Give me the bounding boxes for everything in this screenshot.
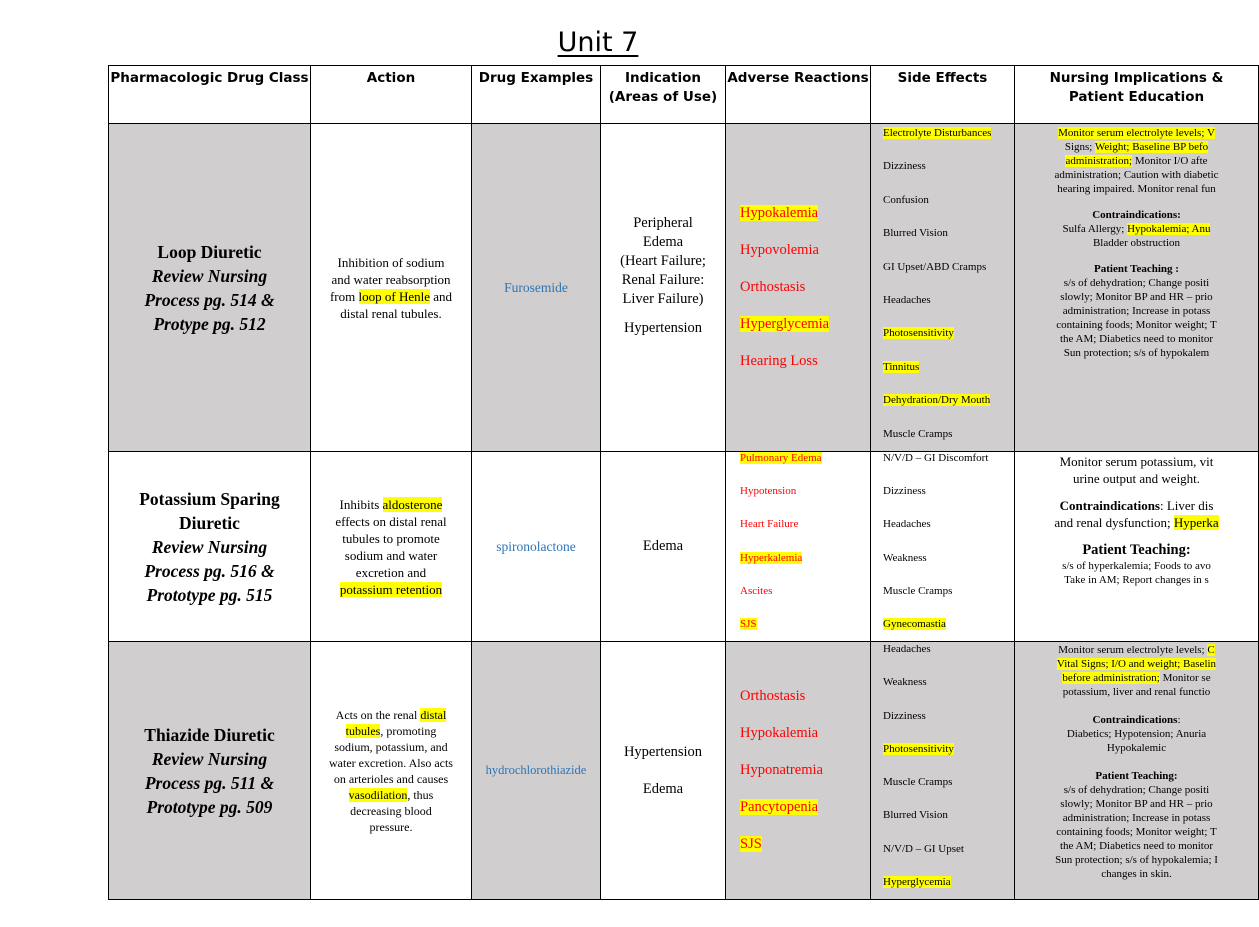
side-effect-item: Confusion: [883, 193, 929, 206]
adverse-item: SJS: [740, 618, 757, 631]
side-effect-item: Gynecomastia: [883, 618, 946, 631]
side-effects-cell: [871, 452, 1015, 642]
side-effect-item: Muscle Cramps: [883, 584, 953, 597]
side-effect-item: Headaches: [883, 643, 931, 656]
header-drug-class: Pharmacologic Drug Class: [109, 66, 311, 124]
side-effect-item: GI Upset/ABD Cramps: [883, 260, 987, 273]
header-action: Action: [311, 66, 472, 124]
nursing-cell: Monitor serum potassium, vit urine output and weight. Contraindications: Liver dis and renal dysfunction; Hyperka Patient Teaching: s/s of hyperkalemia; Foods to avo Take in AM; Report changes in s: [1015, 452, 1259, 642]
side-effect-item: Dizziness: [883, 160, 926, 173]
adverse-item: Hypokalemia: [740, 205, 819, 222]
header-row: [109, 66, 1259, 124]
side-effect-item: Hyperglycemia: [883, 875, 951, 888]
side-effect-item: Dehydration/Dry Mouth: [883, 394, 991, 407]
nursing-cell: Monitor serum electrolyte levels; V Signs; Weight; Baseline BP befo administration; Monitor I/O afte administration; Caution with diabetic hearing impaired. Monitor renal fun Contraindications: Sulfa Allergy; Hypokalemia; Anu Bladder obstruction Patient Teaching : s/s of dehydration; Change positi slowly; Monitor BP and HR – prio administration; Increase in potass containing foods; Monitor weight; T the AM; Diabetics need to monitor Sun protection; s/s of hypokalem: [1015, 124, 1259, 452]
drug-class-cell: Thiazide Diuretic Review Nursing Process pg. 511 & Prototype pg. 509: [109, 642, 311, 900]
side-effects-cell: [871, 642, 1015, 900]
adverse-item: Hyperkalemia: [740, 551, 803, 564]
side-effect-item: N/V/D – GI Upset: [883, 842, 964, 855]
action-cell: Inhibition of sodium and water reabsorption from loop of Henle and distal renal tubules.: [311, 124, 472, 452]
adverse-item: Orthostasis: [740, 279, 806, 296]
page-title: Unit 7: [557, 27, 639, 58]
adverse-item: Heart Failure: [740, 518, 799, 531]
action-cell: Acts on the renal distal tubules, promoting sodium, potassium, and water excretion. Also acts on arterioles and causes vasodilation, thus decreasing blood pressure.: [311, 642, 472, 900]
header-adverse-reactions: Adverse Reactions: [726, 66, 871, 124]
drug-class-cell: Loop Diuretic Review Nursing Process pg. 514 & Protype pg. 512: [109, 124, 311, 452]
side-effect-item: Blurred Vision: [883, 809, 948, 822]
drug-table-wrapper: [108, 65, 1224, 888]
header-drug-examples: Drug Examples: [472, 66, 601, 124]
header-indication: Indication (Areas of Use): [601, 66, 726, 124]
side-effect-item: Photosensitivity: [883, 327, 954, 340]
adverse-item: Hearing Loss: [740, 353, 818, 370]
table-row: [109, 124, 1259, 452]
side-effect-item: Tinnitus: [883, 360, 920, 373]
side-effect-item: Dizziness: [883, 485, 926, 498]
drug-example-cell: hydrochlorothiazide: [472, 642, 601, 900]
adverse-item: Pulmonary Edema: [740, 452, 822, 465]
adverse-item: Hyponatremia: [740, 762, 823, 779]
adverse-item: Pancytopenia: [740, 799, 819, 816]
action-cell: Inhibits aldosterone effects on distal renal tubules to promote sodium and water excretion and potassium retention: [311, 452, 472, 642]
side-effect-item: Muscle Cramps: [883, 427, 953, 440]
table-row: [109, 642, 1259, 900]
adverse-item: Orthostasis: [740, 688, 806, 705]
indication-cell: Hypertension Edema: [601, 642, 726, 900]
side-effect-item: Photosensitivity: [883, 742, 954, 755]
adverse-item: Hypovolemia: [740, 242, 819, 259]
side-effect-item: Weakness: [883, 551, 927, 564]
table-row: [109, 452, 1259, 642]
side-effect-item: Weakness: [883, 676, 927, 689]
adverse-item: SJS: [740, 836, 762, 853]
indication-cell: Peripheral Edema (Heart Failure; Renal Failure: Liver Failure) Hypertension: [601, 124, 726, 452]
adverse-item: Hypokalemia: [740, 725, 819, 742]
header-side-effects: Side Effects: [871, 66, 1015, 124]
adverse-item: Hyperglycemia: [740, 316, 830, 333]
side-effect-item: N/V/D – GI Discomfort: [883, 452, 989, 465]
drug-example-cell: spironolactone: [472, 452, 601, 642]
side-effect-item: Blurred Vision: [883, 227, 948, 240]
side-effects-cell: [871, 124, 1015, 452]
side-effect-item: Electrolyte Disturbances: [883, 127, 992, 139]
header-nursing: Nursing Implications & Patient Education: [1015, 66, 1259, 124]
nursing-cell: Monitor serum electrolyte levels; C Vital Signs; I/O and weight; Baselin before administration; Monitor se potassium, liver and renal functio Contraindications: Diabetics; Hypotension; Anuria Hypokalemic Patient Teaching: s/s of dehydration; Change positi slowly; Monitor BP and HR – prio administration; Increase in potass containing foods; Monitor weight; T the AM; Diabetics need to monitor Sun protection; s/s of hypokalemia; I changes in skin.: [1015, 642, 1259, 900]
adverse-reactions-cell: [726, 642, 871, 900]
adverse-reactions-cell: [726, 452, 871, 642]
adverse-item: Ascites: [740, 584, 773, 597]
drug-example-cell: Furosemide: [472, 124, 601, 452]
side-effect-item: Headaches: [883, 518, 931, 531]
side-effect-item: Muscle Cramps: [883, 776, 953, 789]
adverse-reactions-cell: [726, 124, 871, 452]
side-effect-item: Headaches: [883, 294, 931, 307]
drug-class-cell: Potassium Sparing Diuretic Review Nursing Process pg. 516 & Prototype pg. 515: [109, 452, 311, 642]
indication-cell: Edema: [601, 452, 726, 642]
side-effect-item: Dizziness: [883, 709, 926, 722]
drug-table: [108, 65, 1259, 900]
adverse-item: Hypotension: [740, 485, 797, 498]
